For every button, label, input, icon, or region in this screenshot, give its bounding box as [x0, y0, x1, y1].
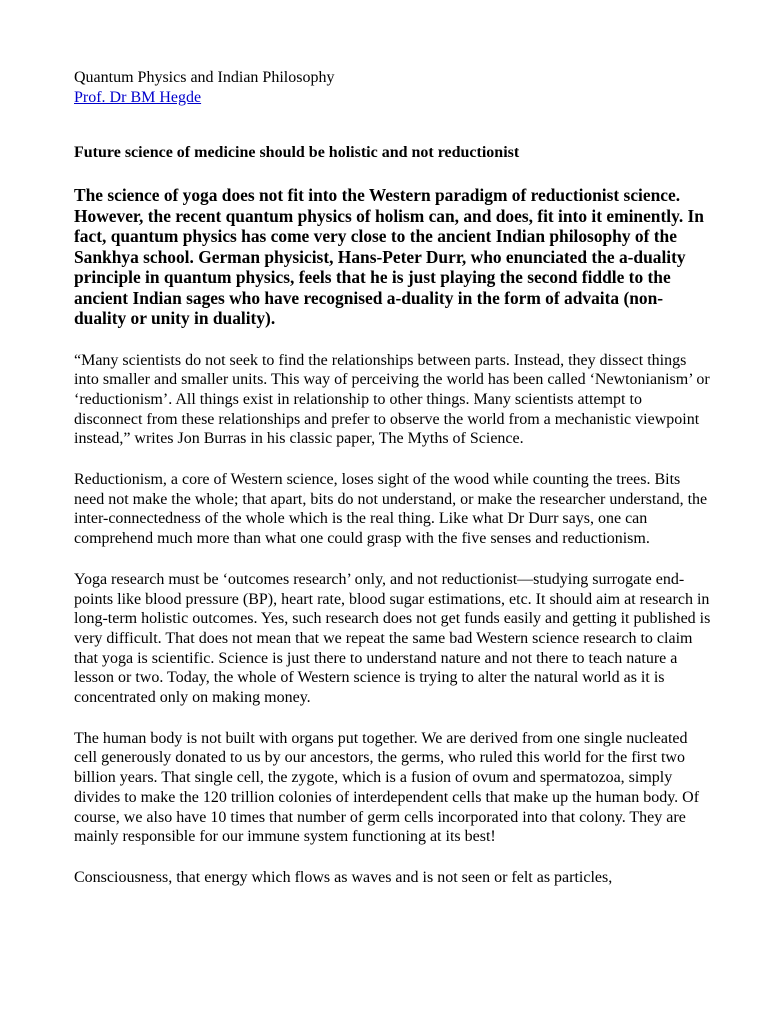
- lead-paragraph: The science of yoga does not fit into the Western paradigm of reductionist science. However, the recent quantum physics of holism can, and does, fit into it eminently. In fact, quantum physics has come very close to the ancient Indian philosophy of the Sankhya school. German physicist, Hans-Peter Durr, who enunciated the a-duality principle in quantum physics, feels that he is just playing the second fiddle to the ancient Indian sages who have recognised a-duality in the form of advaita (non-duality or unity in duality).: [74, 185, 704, 328]
- body-paragraph-4: The human body is not built with organs put together. We are derived from one single nucleated cell generously donated to us by our ancestors, the germs, who ruled this world for the first two billion years. That single cell, the zygote, which is a fusion of ovum and spermatozoa, simply divides to make the 120 trillion colonies of interdependent cells that make up the human body. Of course, we also have 10 times that number of germ cells incorporated into that colony. They are mainly responsible for our immune system functioning at its best!: [74, 729, 700, 846]
- body-paragraph-5: Consciousness, that energy which flows as waves and is not seen or felt as particles,: [74, 868, 613, 886]
- body-paragraph-3: Yoga research must be ‘outcomes research’ only, and not reductionist—studying surrogate end-points like blood pressure (BP), heart rate, blood sugar estimations, etc. It should aim at research in long-term holistic outcomes. Yes, such research does not get funds easily and getting it published is very difficult. That does not mean that we repeat the same bad Western science research to claim that yoga is scientific. Science is just there to understand nature and not there to teach nature a lesson or two. Today, the whole of Western science is trying to alter the natural world as it is concentrated only on making money.: [74, 570, 711, 707]
- body-paragraph-1: “Many scientists do not seek to find the relationships between parts. Instead, they dissect things into smaller and smaller units. This way of perceiving the world has been called ‘Newtonianism’ or ‘reductionism’. All things exist in relationship to other things. Many scientists attempt to disconnect from these relationships and prefer to observe the world from a mechanistic viewpoint instead,” writes Jon Burras in his classic paper, The Myths of Science.: [74, 351, 710, 448]
- document-page: [74, 68, 714, 888]
- body-paragraph-2: Reductionism, a core of Western science, loses sight of the wood while counting the trees. Bits need not make the whole; that apart, bits do not understand, or make the researcher understand, the inter-connectedness of the whole which is the real thing. Like what Dr Durr says, one can comprehend much more than what one could grasp with the five senses and reductionism.: [74, 471, 708, 548]
- article-subtitle: Future science of medicine should be holistic and not reductionist: [74, 144, 520, 161]
- document-title: Quantum Physics and Indian Philosophy: [74, 69, 335, 86]
- author-link[interactable]: Prof. Dr BM Hegde: [74, 89, 202, 106]
